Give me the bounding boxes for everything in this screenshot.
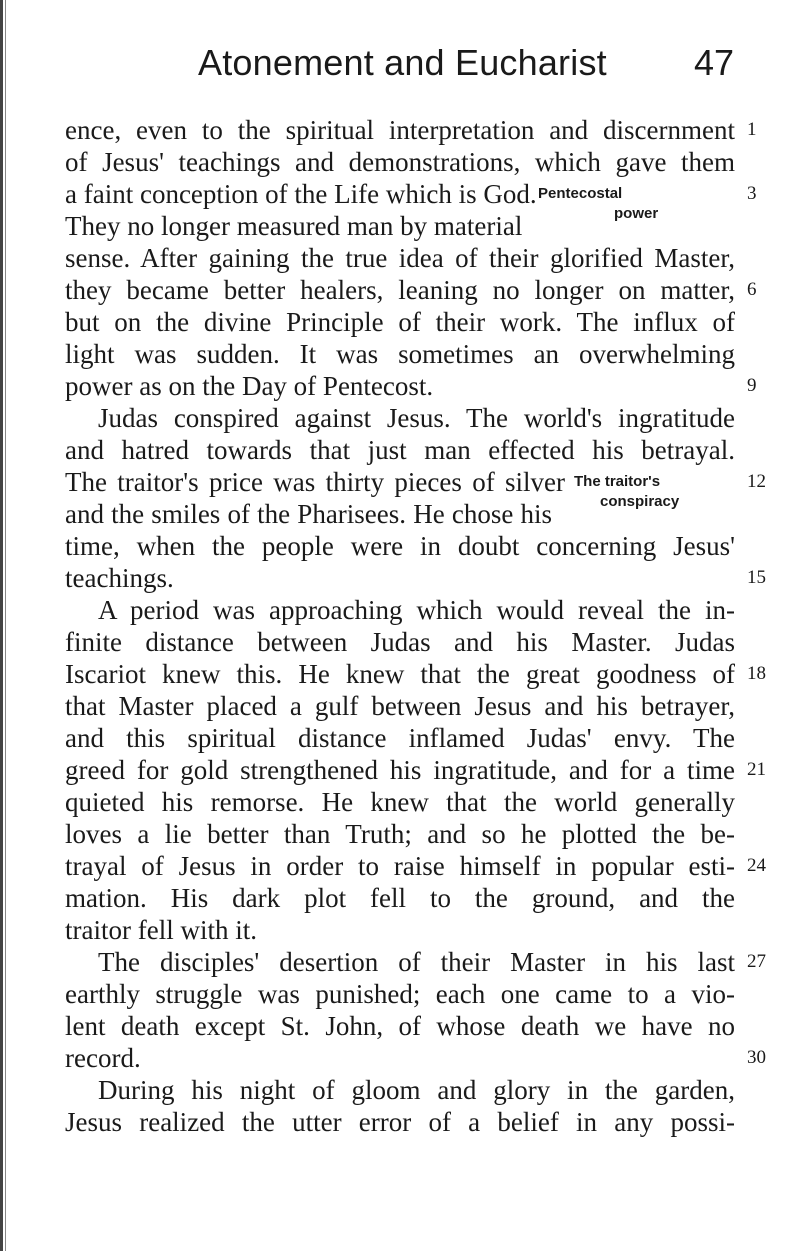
text-line-13: and the smiles of the Pharisees. He chose his xyxy=(65,499,552,529)
text-line-22: quieted his remorse. He knew that the world generally xyxy=(65,787,735,817)
marginal-note-pentecostal: Pentecostal xyxy=(538,185,623,202)
text-line-23: loves a lie better than Truth; and so he plotted the be- xyxy=(65,819,735,849)
page-number: 47 xyxy=(694,42,735,83)
text-line-7: but on the divine Principle of their work. The influx of xyxy=(65,307,735,337)
text-line-1: ence, even to the spiritual interpretation and discernment xyxy=(65,115,735,145)
text-line-31: During his night of gloom and glory in the garden, xyxy=(98,1075,735,1105)
text-line-27: The disciples' desertion of their Master in his last xyxy=(98,947,735,977)
text-line-24: trayal of Jesus in order to raise himself in popular esti- xyxy=(65,851,735,881)
text-line-8: light was sudden. It was sometimes an overwhelming xyxy=(65,339,735,369)
text-line-25: mation. His dark plot fell to the ground, and the xyxy=(65,883,735,913)
line-number-3: 3 xyxy=(747,183,757,204)
line-number-24: 24 xyxy=(747,855,766,876)
text-line-21: greed for gold strengthened his ingratitude, and for a time xyxy=(65,755,735,785)
text-line-3: a faint conception of the Life which is God. xyxy=(65,179,537,209)
text-line-20: and this spiritual distance inflamed Judas' envy. The xyxy=(65,723,735,753)
text-line-6: they became better healers, leaning no longer on matter, xyxy=(65,275,735,305)
line-number-27: 27 xyxy=(747,951,766,972)
text-line-11: and hatred towards that just man effected his betrayal. xyxy=(65,435,735,465)
text-line-30: record. xyxy=(65,1043,141,1073)
text-line-32: Jesus realized the utter error of a belief in any possi- xyxy=(65,1107,735,1137)
text-line-12: The traitor's price was thirty pieces of silver xyxy=(65,467,565,497)
text-line-10: Judas conspired against Jesus. The world's ingratitude xyxy=(98,403,735,433)
marginal-note-power: power xyxy=(614,205,659,222)
text-line-5: sense. After gaining the true idea of their glorified Master, xyxy=(65,243,735,273)
line-number-1: 1 xyxy=(747,119,757,140)
text-line-17: finite distance between Judas and his Master. Judas xyxy=(65,627,735,657)
text-line-19: that Master placed a gulf between Jesus and his betrayer, xyxy=(65,691,735,721)
line-number-9: 9 xyxy=(747,375,757,396)
line-number-21: 21 xyxy=(747,759,766,780)
text-line-9: power as on the Day of Pentecost. xyxy=(65,371,434,401)
text-line-29: lent death except St. John, of whose death we have no xyxy=(65,1011,735,1041)
text-line-15: teachings. xyxy=(65,563,174,593)
text-line-18: Iscariot knew this. He knew that the great goodness of xyxy=(65,659,735,689)
line-number-12: 12 xyxy=(747,471,766,492)
running-header-title: Atonement and Eucharist xyxy=(198,42,607,83)
text-line-2: of Jesus' teachings and demonstrations, which gave them xyxy=(65,147,735,177)
text-line-16: A period was approaching which would reveal the in- xyxy=(98,595,735,625)
text-line-28: earthly struggle was punished; each one came to a vio- xyxy=(65,979,735,1009)
line-number-30: 30 xyxy=(747,1047,766,1068)
text-line-14: time, when the people were in doubt concerning Jesus' xyxy=(65,531,735,561)
line-number-6: 6 xyxy=(747,279,757,300)
marginal-note-conspiracy: conspiracy xyxy=(600,493,680,510)
marginal-note-traitor: The traitor's xyxy=(574,473,661,490)
text-line-4: They no longer measured man by material xyxy=(65,211,523,241)
text-line-26: traitor fell with it. xyxy=(65,915,257,945)
line-number-18: 18 xyxy=(747,663,766,684)
page-edge xyxy=(0,0,3,1251)
page-edge-inner xyxy=(5,0,6,1251)
line-number-15: 15 xyxy=(747,567,766,588)
